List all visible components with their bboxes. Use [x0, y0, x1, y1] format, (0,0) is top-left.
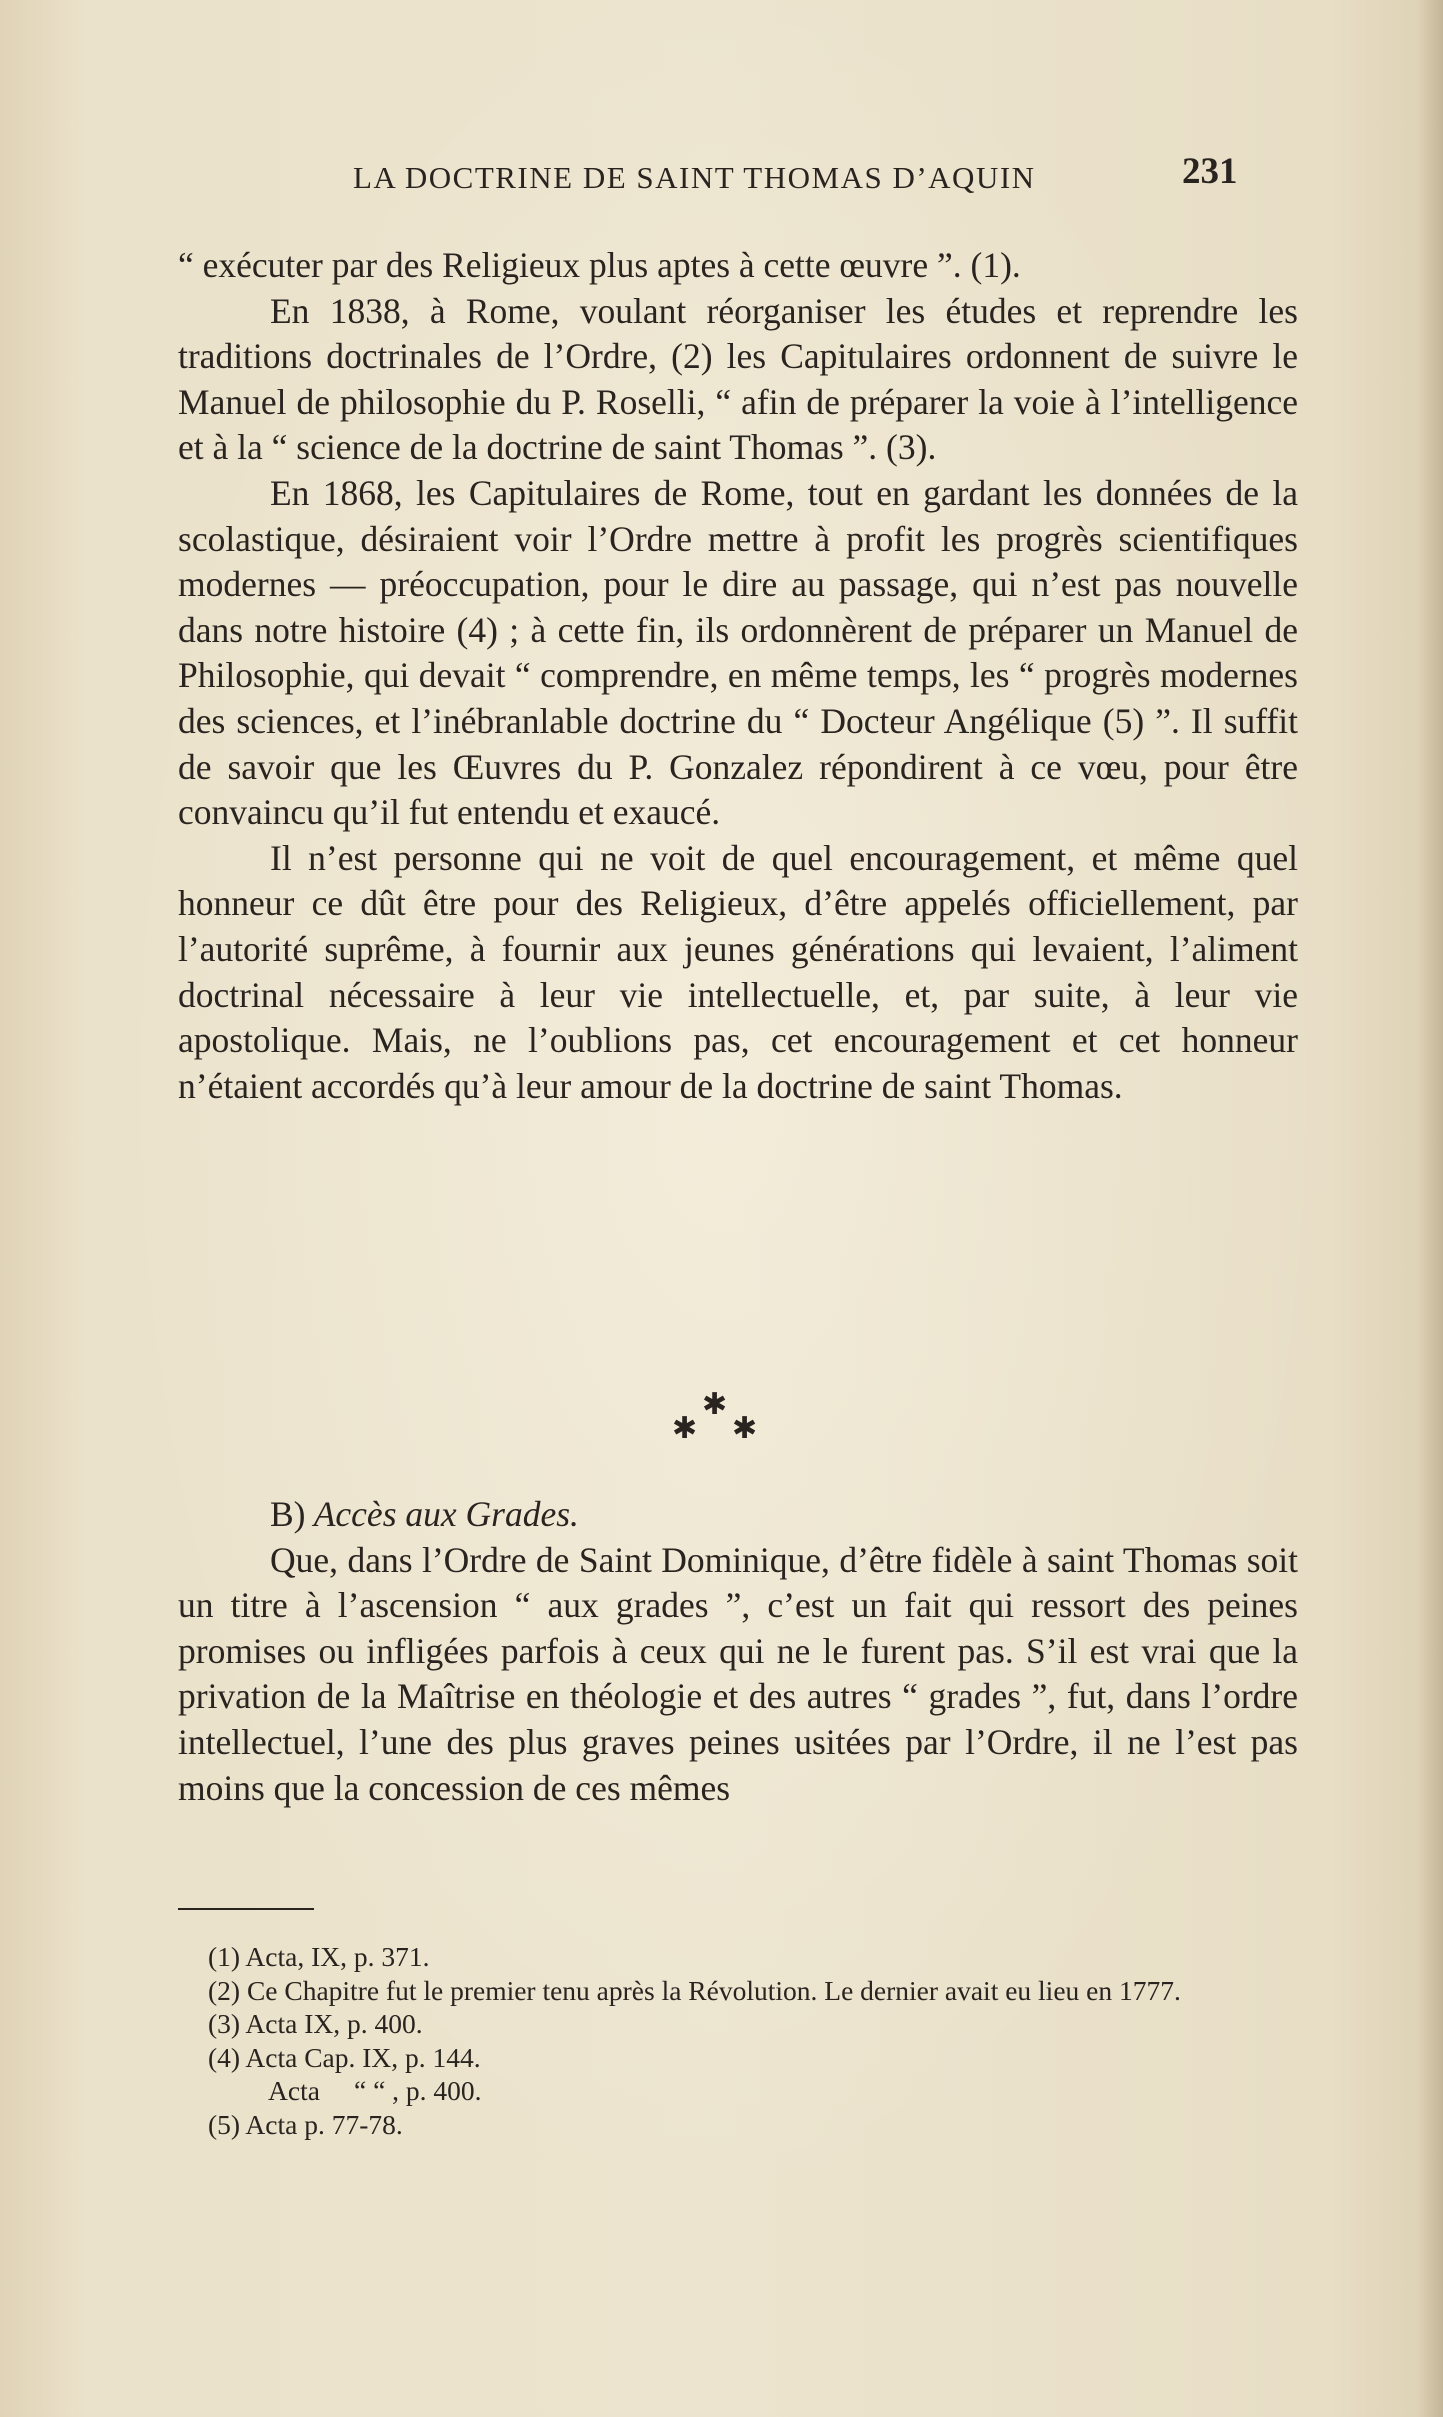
section-separator	[672, 1390, 762, 1450]
running-head: LA DOCTRINE DE SAINT THOMAS D’AQUIN	[353, 160, 1036, 195]
footnote-4-label: Acta	[268, 2075, 320, 2106]
page-number: 231	[1182, 151, 1238, 192]
footnote-divider	[178, 1908, 314, 1910]
paragraph: En 1838, à Rome, voulant réorganiser les études et reprendre les traditions doctrinales de l’Ordre, (2) les Capitulaires ordonnent de suivre le Manuel de philosophie du P. Roselli, “ afin de préparer la voie à l’intelligence et à la “ science de la doctrine de saint Thomas ”. (3).	[178, 290, 1298, 468]
section-title: Accès aux Grades.	[313, 1494, 579, 1534]
footnote-3: (3) Acta IX, p. 400.	[208, 2008, 423, 2039]
section-heading	[178, 1492, 1298, 1538]
asterisk-icon: ✱	[702, 1388, 728, 1421]
asterisk-icon: ✱	[732, 1412, 758, 1445]
footnote-4-ditto: “ “ , p. 400.	[354, 2075, 482, 2106]
footnote-4: (4) Acta Cap. IX, p. 144.	[208, 2041, 481, 2073]
section-letter: B)	[270, 1494, 306, 1534]
footnote-4-continuation	[178, 2074, 1328, 2108]
paragraph: Il n’est personne qui ne voit de quel encouragement, et même quel honneur ce dût être pour des Religieux, d’être appelés officiellement, par l’autorité suprême, à fournir aux jeunes générations qui levaient, l’aliment doctrinal nécessaire à leur vie intellectuelle, et, par suite, à leur vie apostolique. Mais, ne l’oublions pas, cet encouragement et cet honneur n’étaient accordés qu’à leur amour de la doctrine de saint Thomas.	[178, 837, 1298, 1106]
footnote-5: (5) Acta p. 77-78.	[208, 2108, 403, 2140]
paragraph: En 1868, les Capitulaires de Rome, tout en gardant les données de la scolastique, désiraient voir l’Ordre mettre à profit les progrès scientifiques modernes — préoccupation, pour le dire au passage, qui n’est pas nouvelle dans notre histoire (4) ; à cette fin, ils ordonnèrent de préparer un Manuel de Philosophie, qui devait “ comprendre, en même temps, les “ progrès modernes des sciences, et l’inébranlable doctrine du “ Docteur Angélique (5) ”. Il suffit de savoir que les Œuvres du P. Gonzalez répondirent à ce vœu, pour être convaincu qu’il fut entendu et exaucé.	[178, 472, 1298, 833]
paragraph: “ exécuter par des Religieux plus aptes à cette œuvre ”. (1).	[178, 245, 1021, 285]
footnote-2: (2) Ce Chapitre fut le premier tenu après la Révolution. Le dernier avait eu lieu en 1777.	[208, 1974, 1181, 2006]
footnotes	[178, 1940, 1328, 2141]
asterisk-icon: ✱	[672, 1412, 698, 1445]
page-edge-shadow	[1417, 0, 1443, 2417]
main-text	[178, 243, 1298, 1109]
paragraph: Que, dans l’Ordre de Saint Dominique, d’être fidèle à saint Thomas soit un titre à l’ascension “ aux grades ”, c’est un fait qui ressort des peines promises ou infligées parfois à ceux qui ne le furent pas. S’il est vrai que la privation de la Maîtrise en théologie et des autres “ grades ”, fut, dans l’ordre intellectuel, l’une des plus graves peines usitées par l’Ordre, il ne l’est pas moins que la concession de ces mêmes	[178, 1539, 1298, 1808]
section-grades	[178, 1492, 1298, 1811]
footnote-1: (1) Acta, IX, p. 371.	[208, 1941, 430, 1972]
